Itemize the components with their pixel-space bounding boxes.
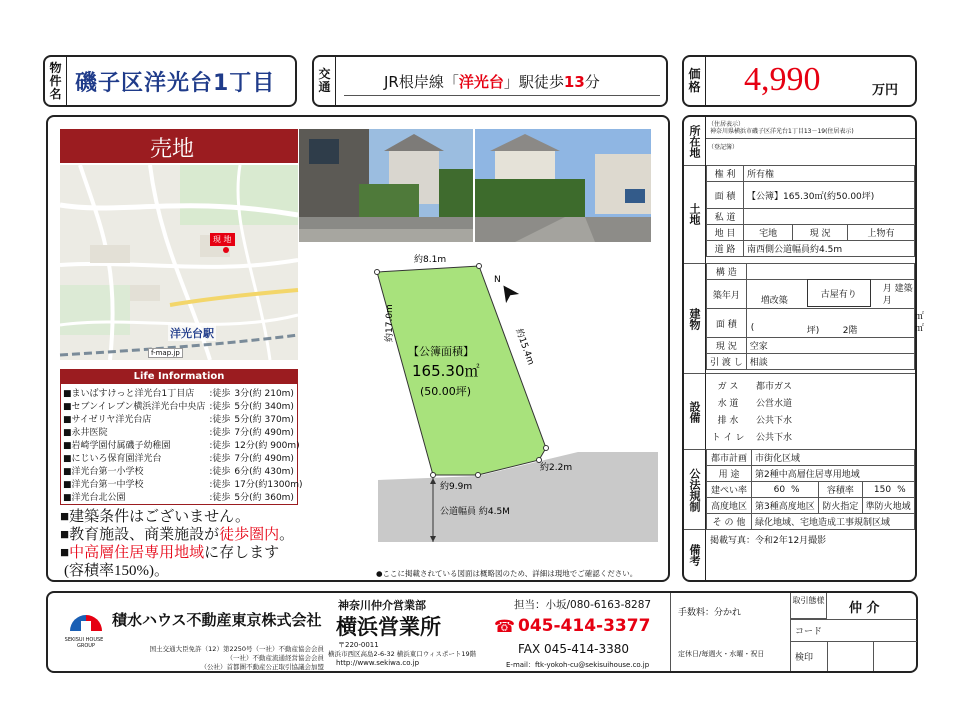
price-label: 価 格 [684,57,706,105]
company-name: 積水ハウス不動産東京株式会社 [112,611,322,629]
map-pin-marker [223,247,229,253]
sale-banner-text: 売地 [150,136,195,161]
equipment-item: ト イ レ 公共下水 [711,433,793,443]
walk-minutes: 13 [563,73,585,91]
plot-area-title: 【公簿面積】 [408,345,474,358]
plot-diagram[interactable] [348,252,658,562]
plot-label-top: 約8.1m [414,255,447,265]
plot-label-left: 約17.0m [385,304,395,342]
map-pin[interactable]: 現 地 [210,233,235,246]
remarks-label: 備考 [684,529,706,580]
equipment-table [706,377,798,445]
postal-code: 〒220-0011 [338,641,379,649]
address-value: 神奈川県横浜市磯子区洋光台1丁目13－19(住居表示) [710,128,854,135]
life-info-item: ■永井医院 :徒歩 7分(約 490m) [63,428,294,438]
map-credit: f-map.jp [148,348,183,358]
life-info-item: ■まいばすけっと洋光台1丁目店 :徒歩 3分(約 210m) [63,389,294,399]
email-address[interactable]: E-mail：ftk-yokoh-cu@sekisuihouse.co.jp [506,661,650,669]
main-panel [46,115,670,582]
life-info-item: ■サイゼリヤ洋光台店 :徒歩 5分(約 370m) [63,415,294,425]
building-label: 建物 [684,263,706,373]
sale-banner [60,129,298,163]
building-table: 構 造 築年月 月 建築 増改築 月 古屋有り 面 積 ㎡ ㎡ ( 坪) 2階 現 況 空家 引 渡 し 相談 [706,263,915,370]
road-width-label: 公道幅員 約4.5M [440,507,510,517]
building-section [684,263,924,373]
contact-person: 担当：小坂/080-6163-8287 [514,599,652,611]
life-info-item: ■にじいろ保育園洋光台 :徒歩 7分(約 490m) [63,454,294,464]
feature-note: ■建築条件はございません。 [60,509,250,525]
spec-panel [682,115,924,582]
price-value: 4,990 [744,61,821,98]
code-label: コード [795,627,823,637]
deal-table: 取引態様 仲 介 コード 検印 [790,593,917,671]
map-station-label: 洋光台駅 [170,327,214,340]
remarks-value: 掲載写真：令和2年12月撮影 [710,536,827,546]
plot-label-corner: 約2.2m [540,463,573,473]
branch-dept: 神奈川仲介営業部 [338,599,426,612]
equipment-item: ガ ス 都市ガス [717,382,793,392]
street-photo-1[interactable] [299,129,473,242]
plot-area-tsubo: (50.00坪) [420,385,472,398]
street-photo-2[interactable] [475,129,651,242]
life-info-list [61,386,305,503]
street-photo-1-graphic [299,129,473,242]
phone-icon: ☎ [494,617,516,637]
property-name-label: 物 件 名 [45,57,67,105]
license-info: 国土交通大臣免許（12）第2250号（一社）不動産協会会員 （一社）不動産流通経営協会会員 （公社）首都圏不動産公正取引協議会加盟 [149,645,324,671]
feature-note: ■中高層住居専用地域に存します [60,545,280,561]
land-table: 権 利 所有権 面 積 【公簿】165.30㎡(約50.00坪) 私 道 地 目 宅地 現 況 上物有 道 路 南西側公道幅員約4.5m [706,165,915,257]
life-info-title: Life Information [61,370,297,384]
plot-area-m2: 165.30㎡ [412,362,480,380]
life-info-item: ■岩崎学園付属磯子幼稚園 :徒歩 12分(約 900m) [63,441,300,451]
branch-address: 横浜市西区高島2-6-32 横浜東口ウィスポート19階 [328,650,477,658]
life-info-item: ■セブンイレブン横浜洋光台中央店 :徒歩 5分(約 340m) [63,402,294,412]
diagram-disclaimer: ●ここに掲載されている図面は概略図のため、詳細は現地でご確認ください。 [376,569,638,578]
holiday: 定休日/毎週火・水曜・祝日 [678,650,765,658]
old-house-badge: 古屋有り [807,279,871,307]
street-photo-2-graphic [475,129,651,242]
phone-number[interactable]: 045-414-3377 [518,616,651,636]
logo-icon [66,603,106,633]
company-logo: SEKISUI HOUSE GROUP [66,603,106,643]
website-link[interactable]: http://www.sekiwa.co.jp [336,659,420,667]
regulation-table: 都市計画 市街化区域 用 途 第2種中高層住居専用地域 建ぺい率 60 % 容積率 150 % 高度地区 第3種高度地区 防火指定 準防火地域 そ の 他 緑化地域、宅地造成工事規制区域 [706,449,915,530]
transport-underline [344,95,660,96]
equipment-item: 水 道 公営水道 [717,399,793,409]
north-label: N [494,275,501,285]
land-label: 土地 [684,165,706,263]
plot-label-right: 約15.4m [513,327,536,367]
transport-box [312,55,668,107]
address-label: 所在地 [684,117,706,165]
transport-text: JR根岸線「洋光台」駅徒歩13分 [384,73,600,91]
footer-panel [46,591,918,673]
price-box [682,55,917,107]
transport-label: 交 通 [314,57,336,105]
address-section: 所在地 （住居表示） 神奈川県横浜市磯子区洋光台1丁目13－19(住居表示) （登記簿） [684,117,915,166]
life-info-item: ■洋光台北公園 :徒歩 5分(約 360m) [63,493,294,503]
deal-value: 仲 介 [849,601,880,616]
life-info [60,369,303,505]
feature-note: ■教育施設、商業施設が徒歩圏内。 [60,527,295,543]
fax-number: FAX 045-414-3380 [518,642,630,656]
plot-label-bottom: 約9.9m [440,482,473,492]
remarks-section [684,529,915,580]
check-label: 検印 [795,653,814,663]
fee-divider [670,593,671,671]
property-name: 磯子区洋光台1丁目 [75,71,276,96]
station-name: 洋光台 [458,73,504,91]
feature-note: (容積率150%)。 [64,563,169,579]
property-name-box [43,55,297,107]
area-map[interactable] [60,165,298,360]
equipment-item: 排 水 公共下水 [717,416,793,426]
branch-name: 横浜営業所 [336,615,441,639]
price-unit: 万円 [872,83,899,98]
equipment-label: 設備 [684,373,706,449]
equipment-section [684,373,915,449]
regulation-label: 公法規制 [684,449,706,529]
feature-notes [60,508,350,580]
life-info-item: ■洋光台第一小学校 :徒歩 6分(約 430m) [63,467,294,477]
life-info-item: ■洋光台第一中学校 :徒歩 17分(約1300m) [63,480,303,490]
fee-label: 手数料：分かれ [678,608,742,618]
